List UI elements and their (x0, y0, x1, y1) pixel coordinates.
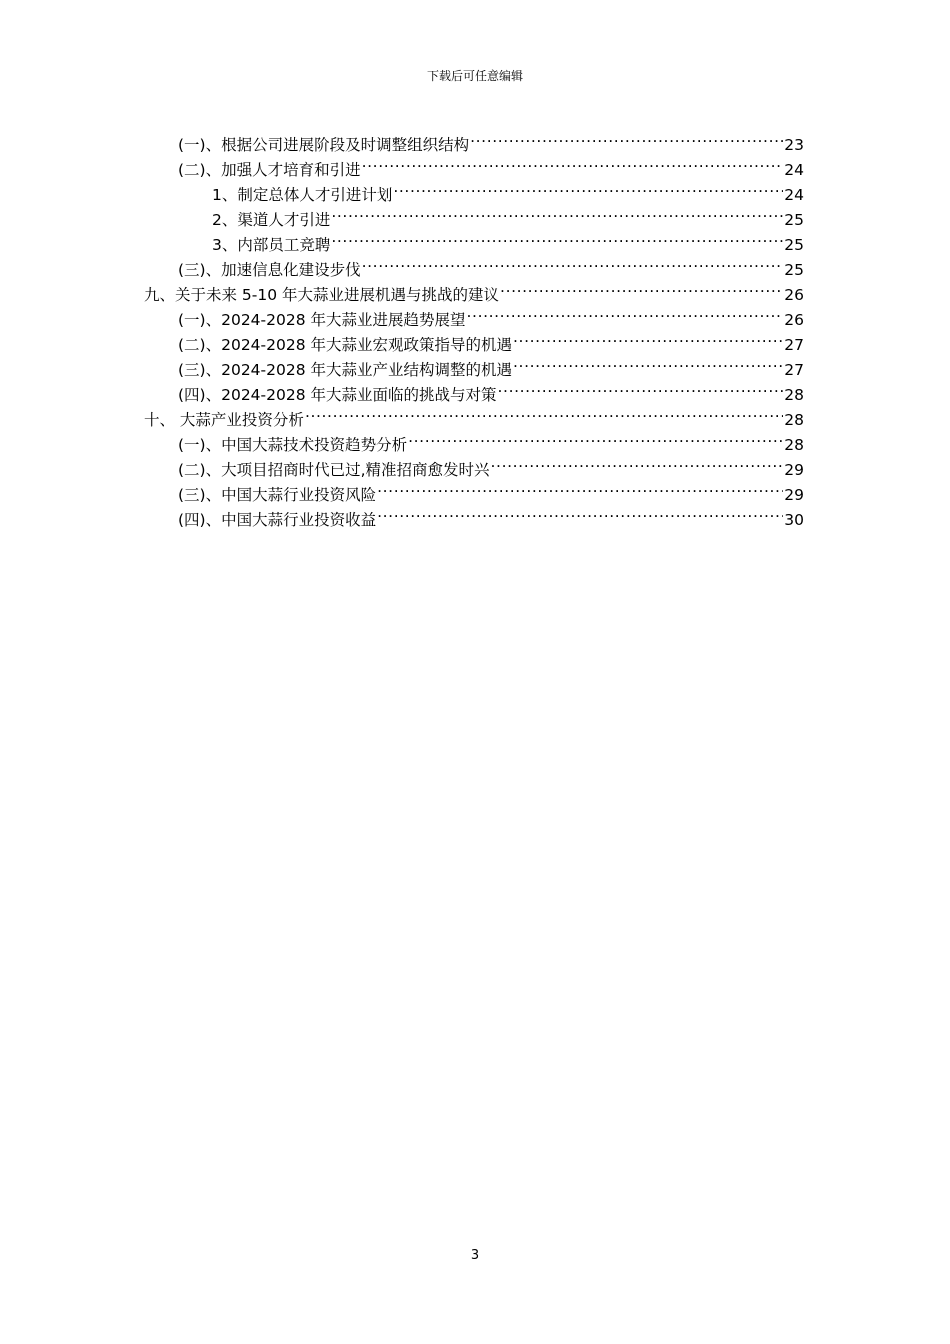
toc-dot-leader (491, 450, 784, 475)
toc-entry[interactable] (212, 175, 804, 204)
toc-dot-leader (377, 475, 783, 500)
toc-dot-leader (500, 275, 783, 300)
toc-entry-page: 27 (784, 361, 804, 379)
toc-dot-leader (470, 125, 783, 150)
toc-entry[interactable] (178, 350, 804, 379)
toc-entry-page: 23 (784, 136, 804, 154)
toc-dot-leader (513, 350, 783, 375)
toc-dot-leader (331, 200, 783, 225)
toc-entry-title: 十、 大蒜产业投资分析 (144, 411, 304, 429)
toc-dot-leader (498, 375, 784, 400)
toc-dot-leader (467, 300, 784, 325)
toc-dot-leader (362, 150, 784, 175)
toc-entry-page: 28 (784, 436, 804, 454)
toc-entry[interactable] (212, 200, 804, 229)
toc-dot-leader (362, 250, 784, 275)
toc-entry[interactable] (178, 425, 804, 454)
toc-entry[interactable] (178, 500, 804, 529)
toc-entry-title: 1、制定总体人才引进计划 (212, 186, 393, 204)
toc-entry-title: (二)、加强人才培育和引进 (178, 161, 361, 179)
page-header: 下载后可任意编辑 (426, 69, 523, 83)
toc-entry-page: 26 (784, 286, 804, 304)
toc-entry-page: 26 (784, 311, 804, 329)
toc-dot-leader (305, 400, 783, 425)
toc-entry[interactable] (178, 375, 804, 404)
toc-entry[interactable] (178, 150, 804, 179)
page-number: 3 (470, 1248, 480, 1263)
toc-dot-leader (513, 325, 783, 350)
toc-entry-page: 28 (784, 386, 804, 404)
toc-entry[interactable] (178, 250, 804, 279)
toc-entry-page: 29 (784, 486, 804, 504)
toc-entry[interactable] (178, 300, 804, 329)
toc-dot-leader (393, 175, 783, 200)
toc-entry-title: (一)、2024-2028 年大蒜业进展趋势展望 (178, 311, 466, 329)
toc-entry[interactable] (178, 325, 804, 354)
toc-entry-title: (三)、中国大蒜行业投资风险 (178, 486, 377, 504)
toc-dot-leader (331, 225, 783, 250)
toc-entry[interactable] (178, 450, 804, 479)
toc-entry-page: 25 (784, 211, 804, 229)
toc-entry-title: (四)、2024-2028 年大蒜业面临的挑战与对策 (178, 386, 497, 404)
toc-entry-page: 29 (784, 461, 804, 479)
toc-entry-title: 九、关于未来 5-10 年大蒜业进展机遇与挑战的建议 (144, 286, 500, 304)
toc-entry-title: (一)、中国大蒜技术投资趋势分析 (178, 436, 408, 454)
toc-entry-title: (二)、大项目招商时代已过,精准招商愈发时兴 (178, 461, 490, 479)
toc-entry[interactable] (178, 125, 804, 154)
toc-entry-page: 30 (784, 511, 804, 529)
toc-entry-title: (三)、加速信息化建设步伐 (178, 261, 361, 279)
toc-entry[interactable] (212, 225, 804, 254)
toc-dot-leader (408, 425, 783, 450)
toc-entry-title: (二)、2024-2028 年大蒜业宏观政策指导的机遇 (178, 336, 513, 354)
toc-entry-page: 24 (784, 186, 804, 204)
toc-entry-title: (一)、根据公司进展阶段及时调整组织结构 (178, 136, 470, 154)
toc-entry-title: 3、内部员工竞聘 (212, 236, 331, 254)
toc-dot-leader (377, 500, 783, 525)
toc-entry[interactable] (144, 400, 804, 429)
toc-entry-title: 2、渠道人才引进 (212, 211, 331, 229)
toc-entry-page: 25 (784, 236, 804, 254)
toc-entry-page: 25 (784, 261, 804, 279)
toc-entry-title: (四)、中国大蒜行业投资收益 (178, 511, 377, 529)
toc-entry-title: (三)、2024-2028 年大蒜业产业结构调整的机遇 (178, 361, 513, 379)
toc-entry[interactable] (178, 475, 804, 504)
toc-entry-page: 28 (784, 411, 804, 429)
toc-entry-page: 24 (784, 161, 804, 179)
toc-entry-page: 27 (784, 336, 804, 354)
toc-entry[interactable] (144, 275, 804, 304)
